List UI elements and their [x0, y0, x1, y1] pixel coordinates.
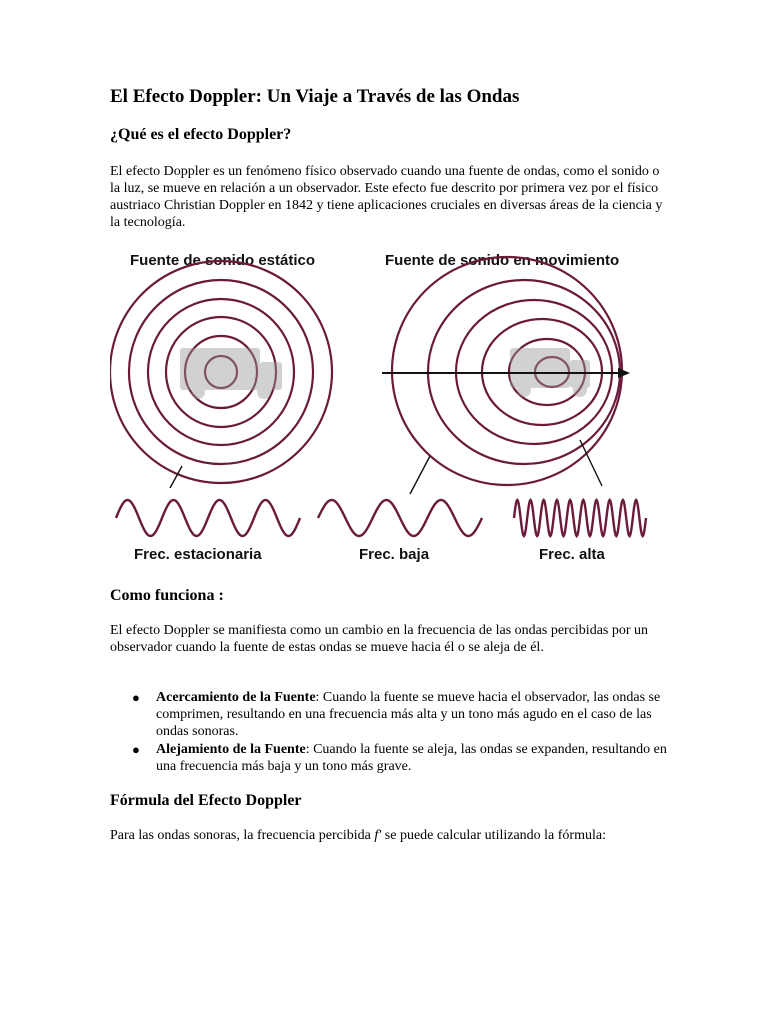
list-item	[110, 689, 670, 740]
pointer-line-static	[170, 466, 182, 488]
bullet-text: : Cuando la fuente se aleja, las ondas se expanden, resultando en una frecuencia más baja y un tono más grave.	[156, 742, 667, 774]
formula-text-after: se puede calcular utilizando la fórmula:	[381, 828, 606, 843]
page-title: El Efecto Doppler: Un Viaje a Través de las Ondas	[110, 86, 520, 107]
wave-stationary	[116, 500, 300, 536]
section-heading-what-is: ¿Qué es el efecto Doppler?	[110, 126, 292, 143]
label-freq-high: Frec. alta	[539, 546, 605, 563]
wave-high	[514, 500, 646, 536]
label-freq-low: Frec. baja	[359, 546, 430, 563]
label-static-source: Fuente de sonido estático	[130, 252, 316, 269]
section-heading-formula: Fórmula del Efecto Doppler	[110, 792, 302, 809]
bullet-title: Acercamiento de la Fuente	[156, 690, 316, 705]
doppler-diagram	[110, 244, 658, 570]
pointer-line-low	[410, 456, 430, 494]
list-item	[110, 741, 670, 775]
formula-text-before: Para las ondas sonoras, la frecuencia percibida	[110, 828, 375, 843]
section-heading-how-it-works: Como funciona :	[110, 587, 224, 604]
bullet-icon: ●	[132, 742, 140, 757]
label-freq-stationary: Frec. estacionaria	[134, 546, 262, 563]
section-paragraph-formula	[110, 827, 670, 844]
bullet-text: : Cuando la fuente se mueve hacia el observador, las ondas se comprimen, resultando en una frecuencia más alta y un tono más agudo en el caso de las ondas sonoras.	[156, 690, 661, 739]
pointer-line-high	[580, 440, 602, 486]
doppler-diagram-svg	[110, 244, 658, 570]
formula-symbol: f′	[374, 828, 382, 843]
arrow-right-icon	[382, 368, 630, 378]
ambulance-icon	[180, 348, 282, 399]
label-moving-source: Fuente de sonido en movimiento	[385, 252, 620, 269]
section-paragraph-what-is: El efecto Doppler es un fenómeno físico observado cuando una fuente de ondas, como el sonido o la luz, se mueve en relación a un observador. Este efecto fue descrito por primera vez por el físico austriaco Christian Doppler en 1842 y tiene aplicaciones cruciales en diversas áreas de la ciencia y la tecnología.	[110, 164, 663, 230]
bullet-title: Alejamiento de la Fuente	[156, 742, 306, 757]
bullet-list	[110, 689, 670, 776]
section-paragraph-how-it-works: El efecto Doppler se manifiesta como un cambio en la frecuencia de las ondas percibidas por un observador cuando la fuente de estas ondas se mueve hacia él o se aleja de él.	[110, 623, 649, 655]
bullet-icon: ●	[132, 690, 140, 705]
wave-low	[318, 500, 482, 536]
